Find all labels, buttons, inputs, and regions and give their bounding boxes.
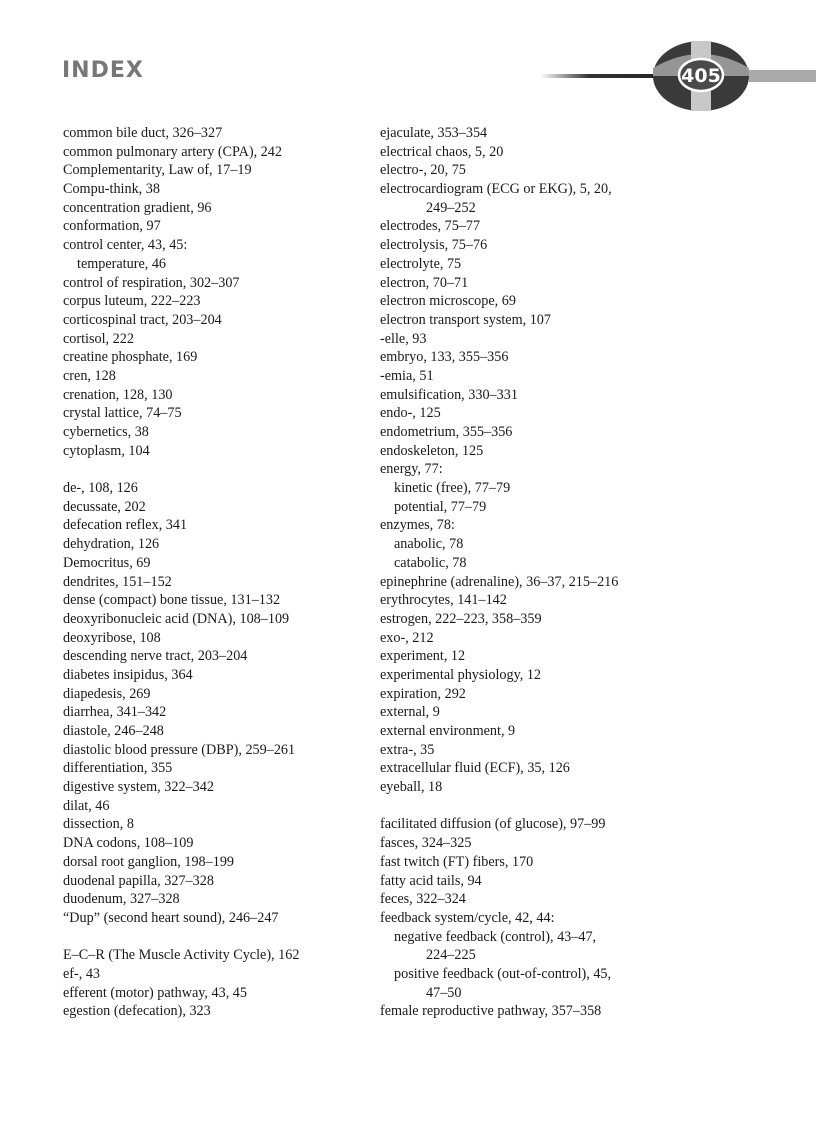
- index-entry: ef-, 43: [63, 965, 101, 982]
- index-column-left: [63, 124, 363, 1021]
- index-entry: concentration gradient, 96: [63, 199, 212, 216]
- index-entry: ejaculate, 353–354: [380, 125, 488, 141]
- index-subentry: negative feedback (control), 43–47,: [394, 928, 597, 945]
- page-number-badge: [540, 38, 816, 114]
- index-entry: external environment, 9: [380, 723, 516, 739]
- index-entry: common bile duct, 326–327: [63, 125, 223, 141]
- index-entry-continuation: 224–225: [426, 947, 476, 964]
- index-entry: DNA codons, 108–109: [63, 835, 194, 852]
- index-entry: efferent (motor) pathway, 43, 45: [63, 984, 247, 1001]
- index-subentry: positive feedback (out-of-control), 45,: [394, 965, 612, 982]
- index-entry: -emia, 51: [380, 367, 434, 384]
- index-entry: diabetes insipidus, 364: [63, 666, 193, 683]
- index-entry: endoskeleton, 125: [380, 442, 484, 459]
- index-column-right: [380, 124, 680, 1021]
- index-entry: “Dup” (second heart sound), 246–247: [63, 909, 279, 926]
- index-entry: eyeball, 18: [380, 779, 443, 796]
- index-entry: epinephrine (adrenaline), 36–37, 215–216: [380, 573, 619, 590]
- index-entry: diarrhea, 341–342: [63, 704, 167, 721]
- index-entry: dehydration, 126: [63, 536, 160, 553]
- index-section-gap: [380, 797, 680, 816]
- index-entry: decussate, 202: [63, 498, 146, 515]
- index-entry: dilat, 46: [63, 797, 110, 814]
- index-entry: erythrocytes, 141–142: [380, 592, 507, 609]
- index-entry: electrolysis, 75–76: [380, 237, 488, 254]
- index-entry: fasces, 324–325: [380, 835, 472, 852]
- index-entry: estrogen, 222–223, 358–359: [380, 610, 542, 627]
- index-entry: creatine phosphate, 169: [63, 349, 198, 366]
- index-entry: dense (compact) bone tissue, 131–132: [63, 592, 281, 609]
- page-number: 405: [681, 65, 721, 87]
- index-entry: dendrites, 151–152: [63, 573, 172, 590]
- index-entry: diastole, 246–248: [63, 723, 164, 739]
- index-entry: -elle, 93: [380, 330, 427, 347]
- index-entry: electrocardiogram (ECG or EKG), 5, 20,: [380, 181, 612, 198]
- index-entry: electron, 70–71: [380, 274, 469, 291]
- index-entry: deoxyribonucleic acid (DNA), 108–109: [63, 610, 290, 627]
- index-entry: electron transport system, 107: [380, 311, 551, 328]
- index-entry: extracellular fluid (ECF), 35, 126: [380, 760, 570, 777]
- index-entry: egestion (defecation), 323: [63, 1003, 211, 1020]
- index-entry: exo-, 212: [380, 629, 434, 646]
- index-entry: experimental physiology, 12: [380, 666, 542, 683]
- index-entry: cytoplasm, 104: [63, 442, 150, 459]
- index-entry: electrolyte, 75: [380, 255, 462, 272]
- index-subentry: potential, 77–79: [394, 498, 487, 515]
- index-entry: deoxyribose, 108: [63, 629, 161, 646]
- index-entry: emulsification, 330–331: [380, 386, 518, 403]
- index-entry: female reproductive pathway, 357–358: [380, 1003, 602, 1020]
- index-entry: crystal lattice, 74–75: [63, 405, 182, 422]
- index-entry: extra-, 35: [380, 741, 435, 758]
- index-entry: E–C–R (The Muscle Activity Cycle), 162: [63, 947, 300, 964]
- index-entry: common pulmonary artery (CPA), 242: [63, 143, 282, 160]
- index-entry: Democritus, 69: [63, 554, 151, 571]
- index-entry: defecation reflex, 341: [63, 517, 188, 534]
- index-entry: Complementarity, Law of, 17–19: [63, 162, 252, 179]
- index-subentry: anabolic, 78: [394, 536, 464, 553]
- index-entry: feces, 322–324: [380, 891, 466, 908]
- index-entry: Compu-think, 38: [63, 181, 160, 198]
- index-entry: endometrium, 355–356: [380, 424, 513, 440]
- index-section-gap: [63, 928, 363, 947]
- index-entry: feedback system/cycle, 42, 44:: [380, 909, 555, 926]
- page-title: INDEX: [62, 58, 144, 83]
- index-entry-continuation: 47–50: [426, 984, 462, 1001]
- index-entry: control of respiration, 302–307: [63, 274, 240, 291]
- index-entry: differentiation, 355: [63, 760, 173, 777]
- index-entry: descending nerve tract, 203–204: [63, 648, 248, 665]
- index-entry: fast twitch (FT) fibers, 170: [380, 853, 534, 870]
- index-entry: digestive system, 322–342: [63, 779, 214, 796]
- index-entry: fatty acid tails, 94: [380, 872, 482, 889]
- index-entry: duodenum, 327–328: [63, 891, 180, 908]
- index-section-gap: [63, 460, 363, 479]
- index-entry: control center, 43, 45:: [63, 237, 188, 254]
- index-entry: expiration, 292: [380, 685, 466, 702]
- index-entry: diastolic blood pressure (DBP), 259–261: [63, 741, 296, 758]
- index-entry: external, 9: [380, 704, 440, 721]
- index-entry: conformation, 97: [63, 218, 161, 235]
- index-subentry: temperature, 46: [77, 255, 167, 272]
- index-entry: corpus luteum, 222–223: [63, 293, 201, 310]
- index-entry: electrical chaos, 5, 20: [380, 143, 504, 160]
- index-entry: cortisol, 222: [63, 330, 134, 347]
- index-entry: dissection, 8: [63, 816, 134, 833]
- index-entry: diapedesis, 269: [63, 685, 151, 702]
- index-entry: electron microscope, 69: [380, 293, 516, 310]
- index-entry: electro-, 20, 75: [380, 162, 466, 179]
- index-entry: electrodes, 75–77: [380, 218, 481, 235]
- index-entry: endo-, 125: [380, 405, 441, 422]
- index-entry: embryo, 133, 355–356: [380, 349, 509, 366]
- index-subentry: kinetic (free), 77–79: [394, 480, 511, 497]
- index-subentry: catabolic, 78: [394, 554, 467, 571]
- index-entry: de-, 108, 126: [63, 480, 138, 497]
- index-entry: dorsal root ganglion, 198–199: [63, 853, 235, 870]
- index-entry: crenation, 128, 130: [63, 386, 173, 403]
- index-entry: energy, 77:: [380, 461, 443, 478]
- index-entry: corticospinal tract, 203–204: [63, 311, 222, 328]
- index-entry: facilitated diffusion (of glucose), 97–99: [380, 816, 606, 833]
- index-entry: cren, 128: [63, 367, 116, 384]
- index-entry: experiment, 12: [380, 648, 466, 665]
- index-entry: duodenal papilla, 327–328: [63, 872, 214, 889]
- index-entry: cybernetics, 38: [63, 424, 149, 440]
- index-entry: enzymes, 78:: [380, 517, 455, 534]
- index-entry-continuation: 249–252: [426, 199, 476, 216]
